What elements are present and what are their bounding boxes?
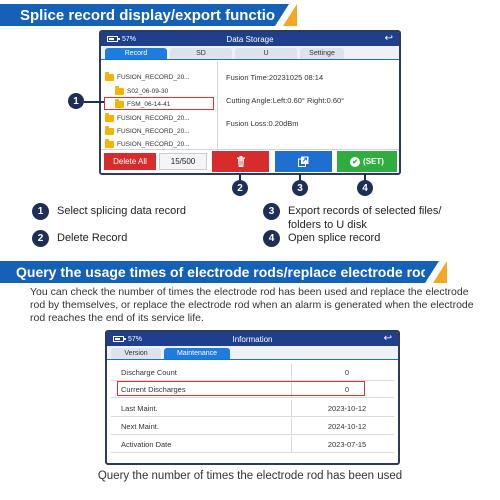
folder-icon (105, 115, 114, 122)
list-item[interactable]: S02_06-09-30 (115, 85, 168, 97)
back-arrow-icon[interactable]: ↩ (383, 333, 392, 344)
bottom-toolbar (101, 149, 399, 173)
folder-icon (105, 128, 114, 135)
list-item-selected[interactable]: FSM_06-14-41 (115, 98, 170, 110)
status-bar (101, 32, 399, 46)
set-label: (SET) (363, 157, 384, 166)
marker-2: 2 (232, 180, 248, 196)
tab-bar (101, 46, 399, 60)
battery-level: 57% (128, 335, 143, 343)
section-title: Splice record display/export function (0, 4, 275, 26)
tab-maintenance[interactable]: Maintenance (164, 348, 230, 359)
delete-all-button[interactable]: Delete All (104, 153, 156, 170)
check-circle-icon: ✔ (350, 157, 360, 167)
list-item[interactable]: FUSION_RECORD_20... (105, 71, 190, 83)
export-button[interactable] (275, 151, 332, 172)
section-banner-splice (0, 4, 297, 26)
export-icon (298, 156, 309, 167)
fusion-time: Fusion Time:20231025 08:14 (226, 73, 324, 82)
tab-record[interactable]: Record (105, 48, 167, 59)
marker-1: 1 (68, 93, 84, 109)
tab-version[interactable]: Version (111, 348, 161, 359)
folder-icon (105, 74, 114, 81)
table-row: Current Discharges 0 (111, 381, 394, 398)
battery-level: 57% (122, 35, 137, 43)
marker-3: 3 (292, 180, 308, 196)
trash-icon (236, 156, 246, 167)
current-discharges-highlight (117, 381, 365, 396)
list-item[interactable]: FUSION_RECORD_20... (105, 125, 190, 137)
screen-title: Data Storage (226, 34, 274, 44)
table-row: Discharge Count 0 (111, 364, 394, 381)
selection-highlight (104, 97, 214, 110)
legend-item-4: 4 Open splice record (263, 230, 463, 247)
back-arrow-icon[interactable]: ↩ (384, 33, 393, 44)
list-item[interactable]: FUSION_RECORD_20... (105, 112, 190, 124)
marker-4: 4 (357, 180, 373, 196)
information-screen (105, 330, 400, 465)
list-item[interactable]: FUSION_RECORD_20... (105, 138, 190, 150)
table-row: Next Maint. 2024-10-12 (111, 418, 394, 435)
table-row: Activation Date 2023-07-15 (111, 436, 394, 453)
fusion-loss: Fusion Loss:0.20dBm (226, 119, 299, 128)
file-list (101, 62, 218, 150)
status-bar (107, 332, 398, 346)
legend-item-1: 1 Select splicing data record (32, 203, 232, 220)
data-storage-screen (99, 30, 401, 175)
folder-icon (115, 88, 124, 95)
cutting-angle: Cutting Angle:Left:0.60° Right:0.60° (226, 96, 345, 105)
table-row: Last Maint. 2023-10-12 (111, 400, 394, 417)
folder-icon (105, 141, 114, 148)
record-count: 15/500 (159, 153, 207, 170)
caption: Query the number of times the electrode rod has been used (97, 470, 403, 482)
tab-bar (107, 346, 398, 360)
legend-item-3: 3 Export records of selected files/ folders to U disk (263, 203, 463, 232)
legend-item-2: 2 Delete Record (32, 230, 232, 247)
section-banner-electrode (0, 261, 447, 283)
tab-sd[interactable]: SD (170, 48, 232, 59)
tab-settings[interactable]: Settinge (300, 48, 344, 59)
section-description: You can check the number of times the electrode rod has been used and replace the electrode rod by themselves, or replace the electrode rod when an alarm is generated when the electrode rod reaches the end of its service life. (30, 286, 474, 324)
section-title: Query the usage times of electrode rods/replace electrode rods (0, 261, 425, 283)
screen-title: Information (232, 334, 273, 344)
tab-u[interactable]: U (235, 48, 297, 59)
delete-record-button[interactable] (212, 151, 269, 172)
set-button[interactable] (337, 151, 397, 172)
